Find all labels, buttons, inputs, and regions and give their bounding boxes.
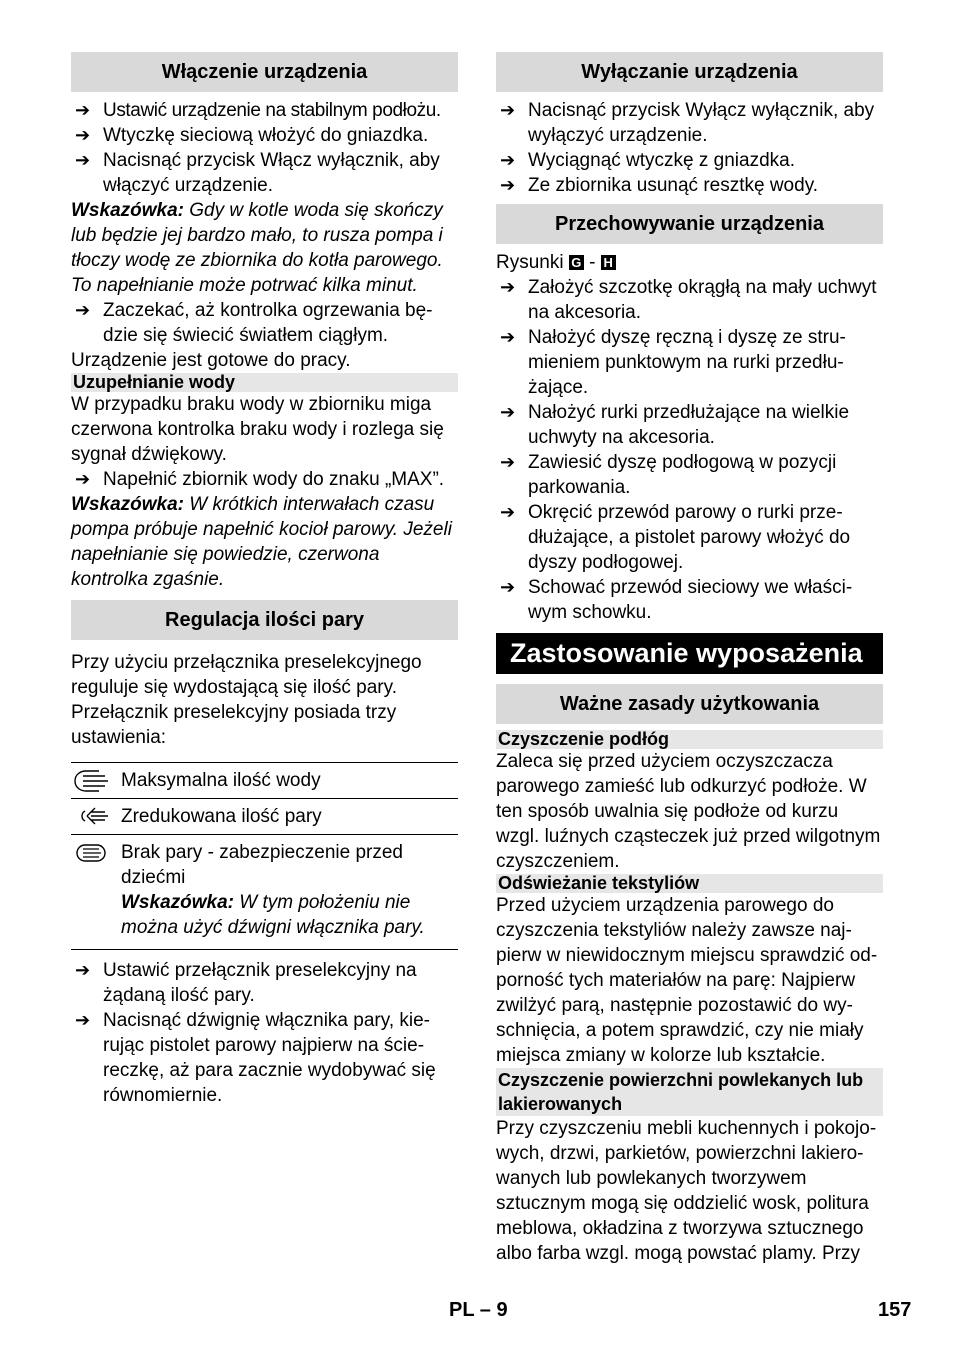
list-item: ➔ Założyć szczotkę okrągłą na mały uchwyt na akcesoria. <box>500 277 877 323</box>
list-item: ➔ Nacisnąć dźwignię włącznika pary, kierując pistolet parowy najpierw na ściereczkę, aż para zacznie wydobywać się równomiernie. <box>75 1010 436 1106</box>
max-water-icon <box>71 763 121 799</box>
subheading-textile-refresh: Odświeżanie tekstyliów <box>496 874 883 893</box>
note-paragraph: Wskazówka: W tym położeniu nie można użyć dźwigni włącznika pary. <box>121 892 425 938</box>
list-item: ➔ Wtyczkę sieciową włożyć do gniazdka. <box>75 125 429 146</box>
paragraph: W przypadku braku wody w zbiorniku miga czerwona kontrolka braku wody i rozlega się sygnał dźwiękowy. <box>71 394 444 465</box>
paragraph: Przy użyciu przełącznika preselekcyjnego reguluje się wydostającą się ilość pary. Przełącznik preselekcyjny posiada trzy ustawienia: <box>71 652 422 748</box>
list-item: ➔ Wyciągnąć wtyczkę z gniazdka. <box>500 150 795 171</box>
list-item: ➔ Nacisnąć przycisk Włącz wyłącznik, aby włączyć urządzenie. <box>75 150 440 196</box>
list-item: ➔ Ustawić urządzenie na stabilnym podłożu. <box>75 100 441 121</box>
arrow-right-icon: ➔ <box>75 150 91 170</box>
arrow-right-icon: ➔ <box>500 452 516 472</box>
arrow-right-icon: ➔ <box>75 960 91 980</box>
arrow-right-icon: ➔ <box>500 100 516 120</box>
section-heading-steam-regulation: Regulacja ilości pary <box>71 600 458 640</box>
paragraph: Przy czyszczeniu mebli kuchennych i pokojowych, drzwi, parkietów, powierzchni lakierowanych lub powlekanych tworzywem sztucznym mogą się oddzielić wosk, politura meblowa, okładzina z tworzywa sztucznego albo farba wzgl. mogą powstać plamy. Przy <box>496 1118 877 1264</box>
page-number: 157 <box>878 1299 912 1321</box>
figure-g-badge: G <box>569 255 584 270</box>
arrow-right-icon: ➔ <box>75 100 91 120</box>
section-heading-storage: Przechowywanie urządzenia <box>496 204 883 244</box>
arrow-right-icon: ➔ <box>500 502 516 522</box>
table-row: Maksymalna ilość wody <box>71 763 458 799</box>
list-item: ➔ Schować przewód sieciowy we właściwym schowku. <box>500 577 853 623</box>
arrow-right-icon: ➔ <box>75 300 91 320</box>
paragraph: Zaleca się przed użyciem oczyszczacza parowego zamieść lub odkurzyć podłoże. W ten sposób uwalnia się podłoże od kurzu wzgl. luźnych cząsteczek już przed wilgotnym czyszczeniem. <box>496 751 881 872</box>
figures-reference: Rysunki G - H <box>496 250 883 275</box>
right-column <box>496 52 883 1266</box>
list-item: ➔ Ze zbiornika usunąć resztkę wody. <box>500 175 819 196</box>
subheading-refill-water: Uzupełnianie wody <box>71 373 458 392</box>
list-item: ➔ Ustawić przełącznik preselekcyjny na żądaną ilość pary. <box>75 960 417 1006</box>
paragraph: Przed użyciem urządzenia parowego do czyszczenia tekstyliów należy zawsze najpierw w niewidocznym miejscu sprawdzić odporność tych materiałów na parę: Najpierw zwilżyć parą, następnie pozostawić do wyschnięcia, a potem sprawdzić, czy nie miały miejsca zmiany w kolorze lub kształcie. <box>496 895 878 1066</box>
settings-table <box>71 762 458 950</box>
arrow-right-icon: ➔ <box>500 277 516 297</box>
arrow-right-icon: ➔ <box>500 402 516 422</box>
arrow-right-icon: ➔ <box>500 150 516 170</box>
section-heading-switch-on: Włączenie urządzenia <box>71 52 458 92</box>
page-label: PL – 9 <box>449 1299 508 1321</box>
list-item: ➔ Napełnić zbiornik wody do znaku „MAX”. <box>75 469 445 490</box>
list-item: ➔ Zaczekać, aż kontrolka ogrzewania będzie się świecić światłem ciągłym. <box>75 300 433 346</box>
list-item: ➔ Nacisnąć przycisk Wyłącz wyłącznik, aby wyłączyć urządzenie. <box>500 100 875 146</box>
left-column <box>71 52 458 1108</box>
subheading-coated-surfaces: Czyszczenie powierzchni powlekanych lub lakierowanych <box>496 1068 883 1116</box>
table-row: Zredukowana ilość pary <box>71 799 458 835</box>
section-heading-usage-rules: Ważne zasady użytkowania <box>496 684 883 724</box>
arrow-right-icon: ➔ <box>500 577 516 597</box>
note-paragraph: Wskazówka: W krótkich interwałach czasu pompa próbuje napełnić kocioł parowy. Jeżeli napełnianie się powiedzie, czerwona kontrolka zgaśnie. <box>71 494 452 590</box>
chapter-heading-accessories: Zastosowanie wyposażenia <box>496 633 883 674</box>
figure-h-badge: H <box>601 255 616 270</box>
arrow-right-icon: ➔ <box>500 175 516 195</box>
table-row: Brak pary - zabezpieczenie przed dziećmi Wskazówka: W tym położeniu nie można użyć dźwigni włącznika pary. <box>71 835 458 950</box>
section-heading-switch-off: Wyłączanie urządzenia <box>496 52 883 92</box>
note-paragraph: Wskazówka: Gdy w kotle woda się skończy lub będzie jej bardzo mało, to rusza pompa i tłoczy wodę ze zbiornika do kotła parowego. To napełnianie może potrwać kilka minut. <box>71 200 443 296</box>
no-steam-icon <box>71 835 121 950</box>
list-item: ➔ Zawiesić dyszę podłogową w pozycji parkowania. <box>500 452 837 498</box>
list-item: ➔ Nałożyć rurki przedłużające na wielkie uchwyty na akcesoria. <box>500 402 850 448</box>
arrow-right-icon: ➔ <box>75 469 91 489</box>
arrow-right-icon: ➔ <box>75 125 91 145</box>
ready-text: Urządzenie jest gotowe do pracy. <box>71 350 351 371</box>
arrow-right-icon: ➔ <box>75 1010 91 1030</box>
arrow-right-icon: ➔ <box>500 327 516 347</box>
subheading-floor-cleaning: Czyszczenie podłóg <box>496 730 883 749</box>
reduced-steam-icon <box>71 799 121 835</box>
list-item: ➔ Okręcić przewód parowy o rurki przedłużające, a pistolet parowy włożyć do dyszy podłogowej. <box>500 502 851 573</box>
list-item: ➔ Nałożyć dyszę ręczną i dyszę ze strumieniem punktowym na rurki przedłużające. <box>500 327 846 398</box>
